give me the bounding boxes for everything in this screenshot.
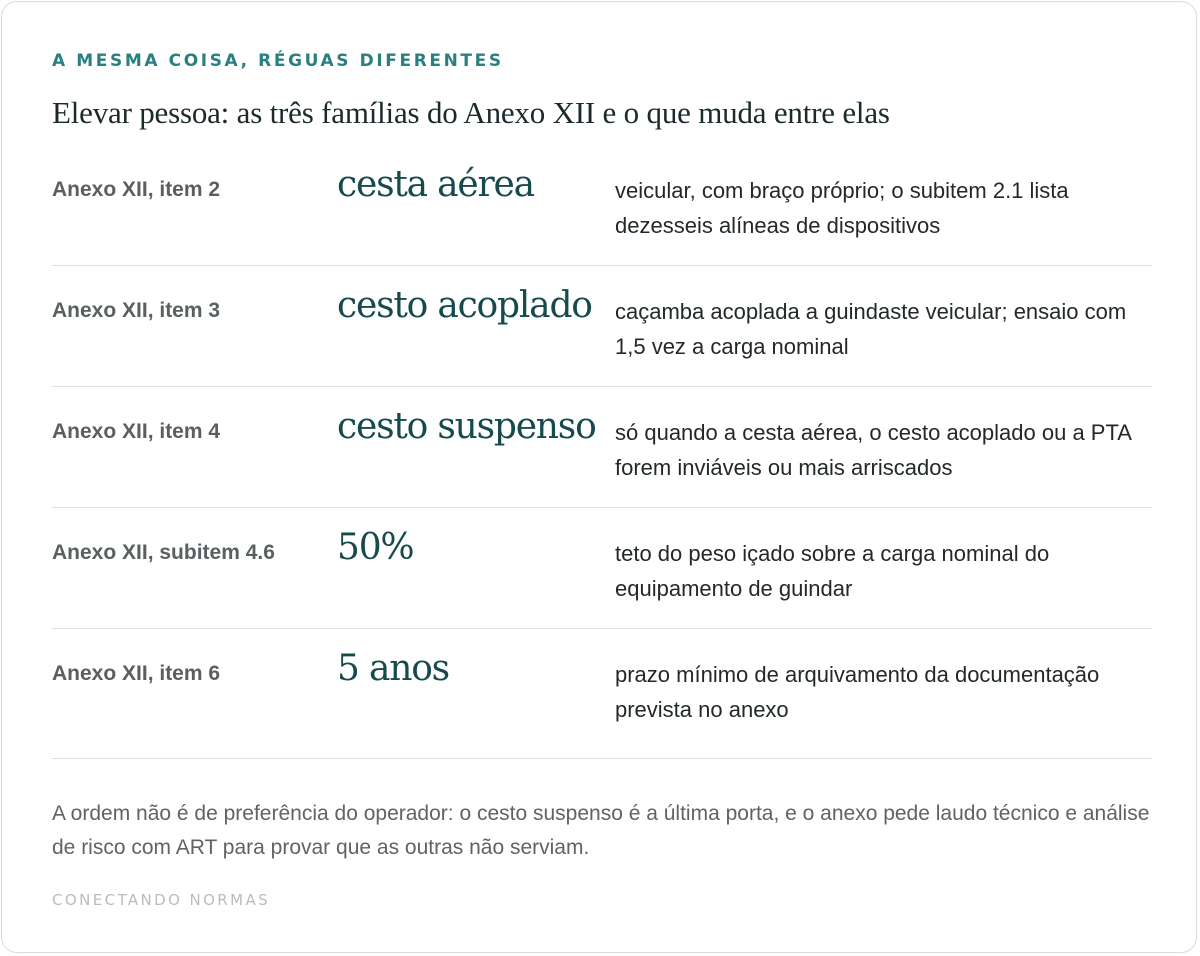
comparison-list bbox=[52, 145, 1152, 759]
eyebrow-label: A MESMA COISA, RÉGUAS DIFERENTES bbox=[52, 51, 504, 71]
list-item bbox=[52, 266, 1152, 387]
list-item bbox=[52, 508, 1152, 629]
list-item bbox=[52, 387, 1152, 508]
brand-footer: CONECTANDO NORMAS bbox=[52, 891, 271, 909]
row-description: veicular, com braço próprio; o subitem 2.1 lista dezesseis alíneas de dispositivos bbox=[615, 178, 1069, 238]
row-description: caçamba acoplada a guindaste veicular; ensaio com 1,5 vez a carga nominal bbox=[615, 299, 1127, 359]
list-item bbox=[52, 145, 1152, 266]
info-card bbox=[1, 1, 1197, 953]
row-term: cesto acoplado bbox=[337, 285, 592, 326]
list-item bbox=[52, 629, 1152, 759]
row-description: teto do peso içado sobre a carga nominal do equipamento de guindar bbox=[615, 541, 1050, 601]
row-term: cesto suspenso bbox=[337, 406, 596, 447]
row-description: prazo mínimo de arquivamento da documentação prevista no anexo bbox=[615, 662, 1100, 722]
row-description: só quando a cesta aérea, o cesto acoplado ou a PTA forem inviáveis ou mais arriscados bbox=[615, 420, 1131, 480]
row-reference: Anexo XII, item 6 bbox=[52, 662, 221, 685]
row-reference: Anexo XII, item 4 bbox=[52, 420, 221, 443]
row-term: cesta aérea bbox=[337, 164, 534, 205]
page-title: Elevar pessoa: as três famílias do Anexo XII e o que muda entre elas bbox=[52, 95, 890, 130]
row-term: 50% bbox=[337, 527, 414, 568]
row-term: 5 anos bbox=[337, 648, 449, 689]
row-reference: Anexo XII, subitem 4.6 bbox=[52, 541, 275, 564]
row-reference: Anexo XII, item 3 bbox=[52, 299, 221, 322]
footnote-text: A ordem não é de preferência do operador: o cesto suspenso é a última porta, e o anexo pede laudo técnico e análise de risco com ART para provar que as outras não serviam. bbox=[52, 802, 1150, 859]
row-reference: Anexo XII, item 2 bbox=[52, 178, 221, 201]
